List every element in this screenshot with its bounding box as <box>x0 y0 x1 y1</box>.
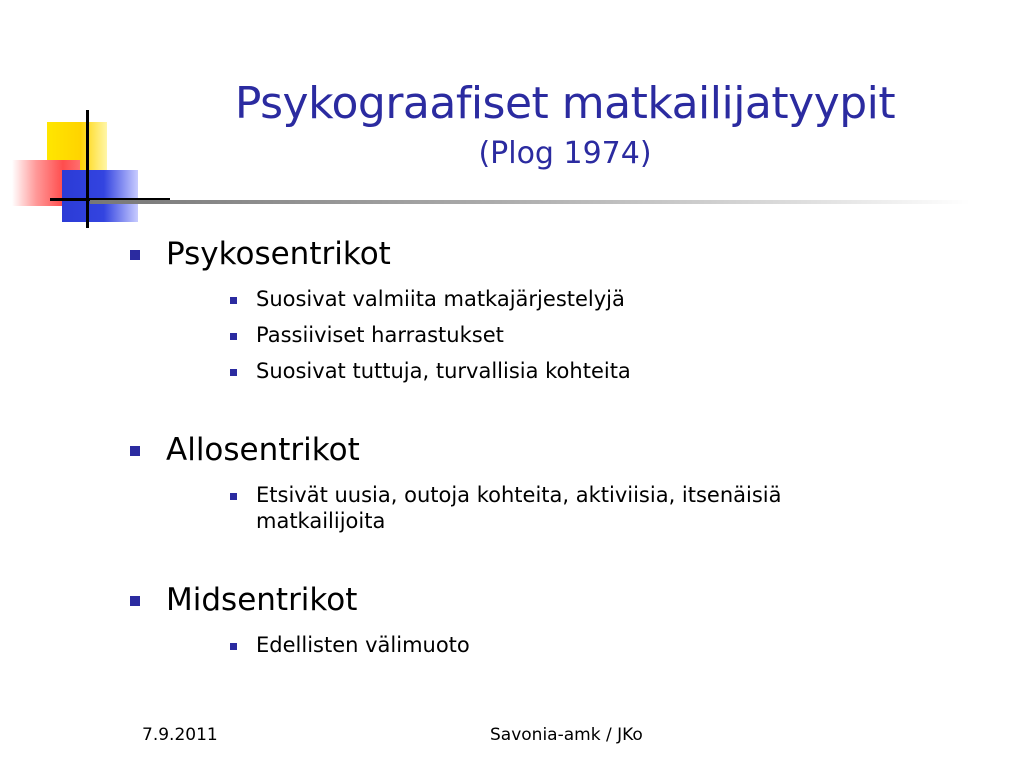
square-bullet-icon <box>130 596 140 606</box>
slide-subtitle: (Plog 1974) <box>478 136 652 171</box>
slide-title: Psykograafiset matkailijatyypit <box>234 78 896 129</box>
blue-square-shape <box>62 170 138 222</box>
bullet-level1 <box>128 578 948 622</box>
slide-content <box>128 232 948 702</box>
bullet-heading: Allosentrikot <box>166 432 360 468</box>
square-bullet-icon <box>230 493 237 500</box>
bullet-level2 <box>128 322 948 348</box>
bullet-level2 <box>128 632 948 658</box>
square-bullet-icon <box>130 446 140 456</box>
bullet-level1 <box>128 232 948 276</box>
bullet-group-allosentrikot <box>128 428 948 534</box>
bullet-heading: Psykosentrikot <box>166 236 391 272</box>
square-bullet-icon <box>230 297 237 304</box>
bullet-level2 <box>128 482 896 534</box>
bullet-group-psykosentrikot <box>128 232 948 384</box>
logo-vertical-line <box>86 110 89 228</box>
square-bullet-icon <box>130 250 140 260</box>
bullet-group-midsentrikot <box>128 578 948 658</box>
square-bullet-icon <box>230 369 237 376</box>
bullet-text: Suosivat tuttuja, turvallisia kohteita <box>256 359 631 383</box>
bullet-level2 <box>128 286 948 312</box>
bullet-text: Suosivat valmiita matkajärjestelyjä <box>256 287 625 311</box>
title-divider <box>90 200 970 204</box>
slide-title-block <box>150 76 980 174</box>
bullet-text: Edellisten välimuoto <box>256 633 470 657</box>
bullet-level1 <box>128 428 948 472</box>
square-bullet-icon <box>230 333 237 340</box>
footer-date: 7.9.2011 <box>142 725 218 745</box>
bullet-heading: Midsentrikot <box>166 582 358 618</box>
footer-author: Savonia-amk / JKo <box>490 725 643 745</box>
bullet-level2 <box>128 358 948 384</box>
bullet-text: Passiiviset harrastukset <box>256 323 504 347</box>
bullet-text: Etsivät uusia, outoja kohteita, aktiviisia, itsenäisiä matkailijoita <box>256 483 782 533</box>
square-bullet-icon <box>230 643 237 650</box>
